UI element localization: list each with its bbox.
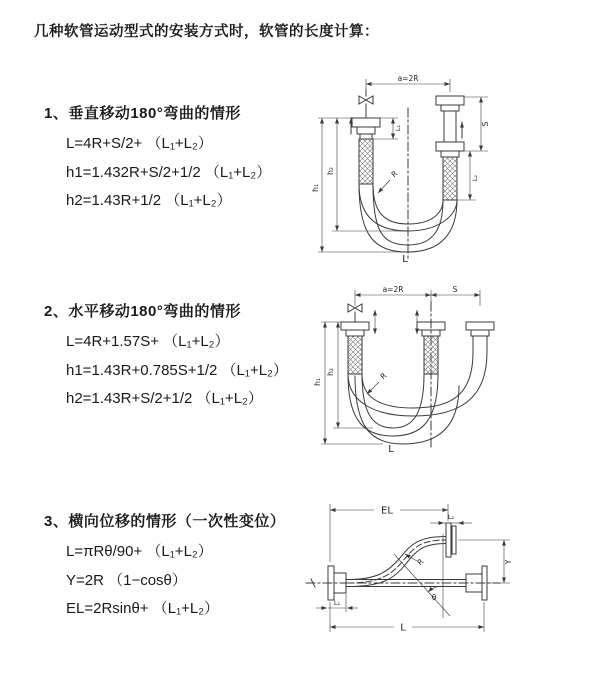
dim-label-h2: h₂ — [326, 167, 335, 175]
valve-icon — [359, 90, 373, 118]
dimension-lines — [311, 74, 490, 264]
construction-lines — [394, 534, 450, 618]
diagram-horizontal-180-bend — [313, 282, 595, 454]
dim-label-l1: L₁ — [333, 599, 341, 607]
dim-label-a2r: a=2R — [397, 74, 419, 83]
formula-l: L=πRθ/90+ （L₁+L₂） — [66, 543, 213, 560]
section-2-heading: 2、水平移动180°弯曲的情形 — [44, 303, 241, 320]
formula-l: L=4R+S/2+ （L₁+L₂） — [66, 135, 213, 152]
dim-label-s: S — [481, 121, 490, 127]
dim-label-r: R — [378, 370, 389, 382]
dim-label-s: S — [452, 285, 458, 294]
formula-h2: h2=1.43R+S/2+1/2 （L₁+L₂） — [66, 390, 263, 407]
dimension-lines — [316, 504, 513, 634]
hose-u-bends — [348, 352, 487, 444]
formula-h1: h1=1.43R+0.785S+1/2 （L₁+L₂） — [66, 361, 288, 379]
dim-label-r: R — [415, 556, 426, 568]
section-3-formulas — [66, 538, 285, 624]
formula-h2: h2=1.43R+1/2 （L₁+L₂） — [66, 192, 232, 209]
left-pipe-fitting — [351, 118, 380, 184]
dim-label-l: L — [402, 254, 408, 264]
section-1-heading: 1、垂直移动180°弯曲的情形 — [44, 105, 241, 122]
right-pipe-fitting — [466, 322, 494, 352]
section-2 — [44, 300, 288, 414]
section-1-formulas — [66, 130, 271, 216]
section-2-formulas — [66, 328, 288, 414]
hose-s-curve-displaced — [348, 523, 456, 587]
section-3 — [44, 510, 285, 624]
centerline — [306, 579, 500, 587]
right-pipe-fitting — [436, 96, 464, 200]
dim-label-l: L — [388, 444, 394, 454]
section-3-heading: 3、横向位移的情形（一次性变位） — [44, 513, 286, 530]
formula-y: Y=2R （1−cosθ） — [66, 571, 187, 589]
dim-label-l2: L₂ — [471, 174, 479, 182]
diagram-vertical-180-bend — [310, 66, 542, 264]
dim-label-el: EL — [381, 505, 393, 517]
angle-label-theta: θ — [431, 593, 437, 602]
left-pipe-fitting — [341, 322, 369, 374]
section-1 — [44, 102, 271, 216]
dim-label-h2: h₂ — [326, 368, 335, 376]
dim-label-y: Y — [504, 559, 513, 565]
dim-label-l2: L₂ — [447, 513, 455, 521]
page-title: 几种软管运动型式的安装方式时，软管的长度计算： — [34, 24, 379, 40]
formula-el: EL=2Rsinθ+ （L₁+L₂） — [66, 600, 220, 617]
dim-label-l1: L₁ — [394, 124, 402, 132]
dim-label-a2r: a=2R — [382, 285, 404, 294]
middle-pipe-fitting — [417, 322, 445, 374]
valve-icon — [348, 304, 362, 322]
dim-label-h1: h₁ — [313, 378, 322, 386]
formula-h1: h1=1.432R+S/2+1/2 （L₁+L₂） — [66, 163, 272, 181]
diagram-lateral-displacement — [298, 496, 600, 648]
formula-l: L=4R+1.57S+ （L₁+L₂） — [66, 333, 230, 350]
dim-label-l: L — [400, 622, 406, 634]
dim-label-r: R — [389, 168, 400, 180]
dim-label-h1: h₁ — [311, 184, 320, 192]
